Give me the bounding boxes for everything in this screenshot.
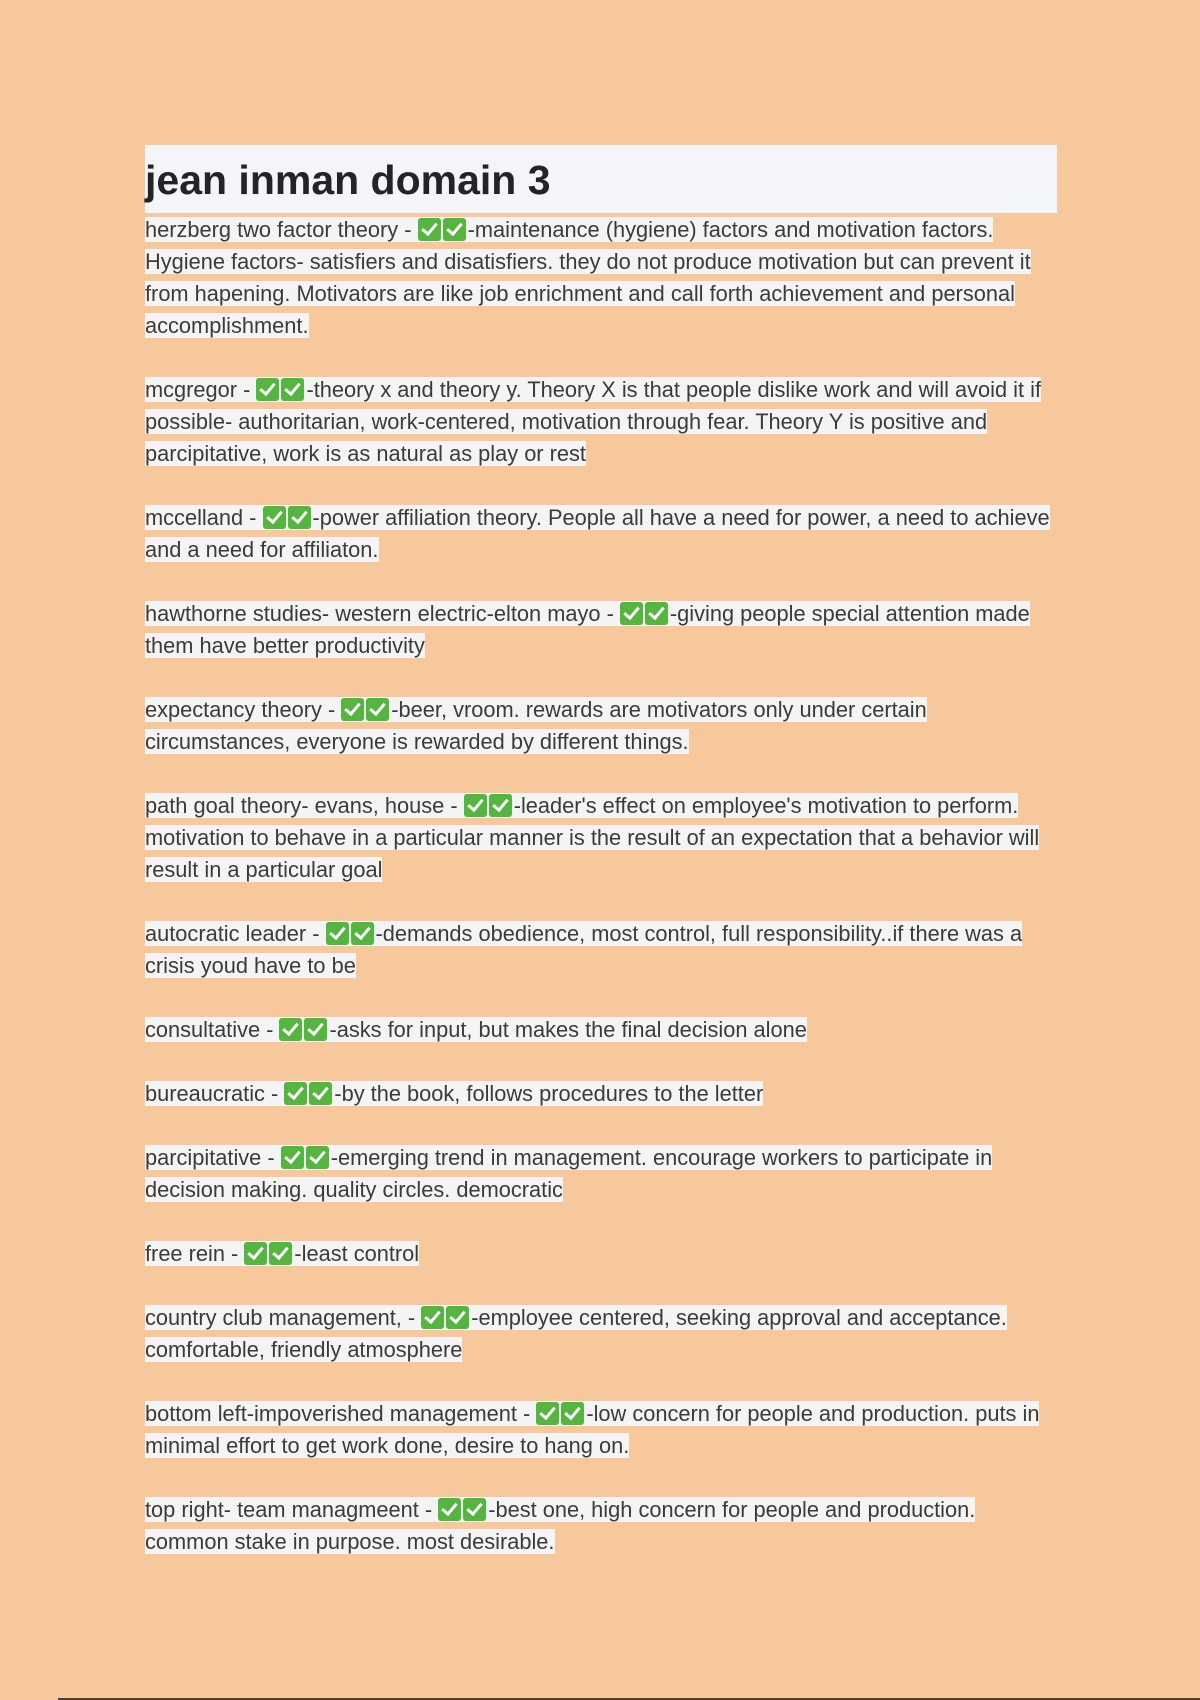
entry-definition: -least control (294, 1241, 420, 1266)
entry-definition: -emerging trend in management. encourage workers to participate in decision making. quality circles. democratic (145, 1145, 993, 1202)
check-mark-icon (309, 1082, 332, 1105)
check-mark-icon (279, 1018, 302, 1041)
entry-term: herzberg two factor theory - (145, 217, 418, 242)
entry-text (145, 505, 1050, 562)
entry-definition: -power affiliation theory. People all have a need for power, a need to achieve and a need for affiliaton. (145, 505, 1050, 562)
check-mark-icon (489, 794, 512, 817)
flashcard-entry (145, 1078, 1057, 1110)
check-mark-icon (306, 1146, 329, 1169)
flashcard-entry (145, 790, 1057, 886)
entry-text (145, 1017, 807, 1042)
check-mark-icon (326, 922, 349, 945)
entry-text (145, 793, 1039, 882)
entry-term: autocratic leader - (145, 921, 326, 946)
check-mark-icon (443, 218, 466, 241)
check-mark-icon (284, 1082, 307, 1105)
check-mark-icon (269, 1242, 292, 1265)
flashcard-entry (145, 374, 1057, 470)
check-mark-icon (418, 218, 441, 241)
entry-definition: -giving people special attention made them have better productivity (145, 601, 1030, 658)
entry-definition: -theory x and theory y. Theory X is that people dislike work and will avoid it if possible- authoritarian, work-centered, motivation through fear. Theory Y is positive and parcipitative, work is as natural as play or rest (145, 377, 1042, 466)
check-mark-icon (438, 1498, 461, 1521)
flashcard-entry (145, 598, 1057, 662)
entry-term: path goal theory- evans, house - (145, 793, 464, 818)
entry-definition: -demands obedience, most control, full responsibility..if there was a crisis youd have to be (145, 921, 1023, 978)
entry-definition: -best one, high concern for people and production. common stake in purpose. most desirable. (145, 1497, 976, 1554)
entry-text (145, 697, 927, 754)
entry-term: consultative - (145, 1017, 280, 1042)
entry-term: country club management, - (145, 1305, 422, 1330)
flashcard-entry (145, 1302, 1057, 1366)
entry-text (145, 1081, 763, 1106)
flashcard-entry (145, 1494, 1057, 1558)
check-mark-icon (288, 506, 311, 529)
entry-term: free rein - (145, 1241, 245, 1266)
flashcard-entry (145, 502, 1057, 566)
check-mark-icon (244, 1242, 267, 1265)
flashcard-entry (145, 1142, 1057, 1206)
check-mark-icon (304, 1018, 327, 1041)
check-mark-icon (281, 378, 304, 401)
entry-definition: -leader's effect on employee's motivation to perform. motivation to behave in a particular manner is the result of an expectation that a behavior will result in a particular goal (145, 793, 1040, 882)
entry-term: bottom left-impoverished management - (145, 1401, 537, 1426)
check-mark-icon (561, 1402, 584, 1425)
flashcard-entry (145, 1398, 1057, 1462)
entry-definition: -employee centered, seeking approval and acceptance. comfortable, friendly atmosphere (145, 1305, 1007, 1362)
title-bar (145, 145, 1057, 213)
entry-definition: -asks for input, but makes the final decision alone (329, 1017, 807, 1042)
entry-definition: -by the book, follows procedures to the letter (334, 1081, 764, 1106)
check-mark-icon (256, 378, 279, 401)
flashcard-entry (145, 694, 1057, 758)
check-mark-icon (645, 602, 668, 625)
entry-list (145, 214, 1057, 1558)
check-mark-icon (351, 922, 374, 945)
entry-text (145, 1497, 975, 1554)
check-mark-icon (446, 1306, 469, 1329)
entry-text (145, 1241, 419, 1266)
flashcard-entry (145, 1238, 1057, 1270)
entry-text (145, 1401, 1039, 1458)
entry-term: hawthorne studies- western electric-elton mayo - (145, 601, 620, 626)
flashcard-entry (145, 918, 1057, 982)
check-mark-icon (281, 1146, 304, 1169)
entry-text (145, 1305, 1007, 1362)
check-mark-icon (341, 698, 364, 721)
flashcard-entry (145, 1014, 1057, 1046)
entry-term: expectancy theory - (145, 697, 342, 722)
check-mark-icon (263, 506, 286, 529)
document-page (145, 145, 1057, 1590)
entry-term: bureaucratic - (145, 1081, 285, 1106)
document-title: jean inman domain 3 (145, 156, 551, 203)
entry-term: parcipitative - (145, 1145, 281, 1170)
entry-text (145, 377, 1041, 466)
check-mark-icon (366, 698, 389, 721)
entry-text (145, 1145, 992, 1202)
entry-definition: -beer, vroom. rewards are motivators only under certain circumstances, everyone is rewarded by different things. (145, 697, 927, 754)
check-mark-icon (463, 1498, 486, 1521)
entry-text (145, 601, 1030, 658)
entry-term: mccelland - (145, 505, 263, 530)
check-mark-icon (464, 794, 487, 817)
check-mark-icon (536, 1402, 559, 1425)
flashcard-entry (145, 214, 1057, 342)
entry-text (145, 217, 1031, 338)
entry-text (145, 921, 1022, 978)
entry-term: top right- team managmeent - (145, 1497, 439, 1522)
entry-term: mcgregor - (145, 377, 257, 402)
check-mark-icon (620, 602, 643, 625)
entry-definition: -low concern for people and production. puts in minimal effort to get work done, desire to hang on. (145, 1401, 1040, 1458)
check-mark-icon (421, 1306, 444, 1329)
entry-definition: -maintenance (hygiene) factors and motivation factors. Hygiene factors- satisfiers and disatisfiers. they do not produce motivation but can prevent it from hapening. Motivators are like job enrichment and call forth achievement and personal accomplishment. (145, 217, 1031, 338)
